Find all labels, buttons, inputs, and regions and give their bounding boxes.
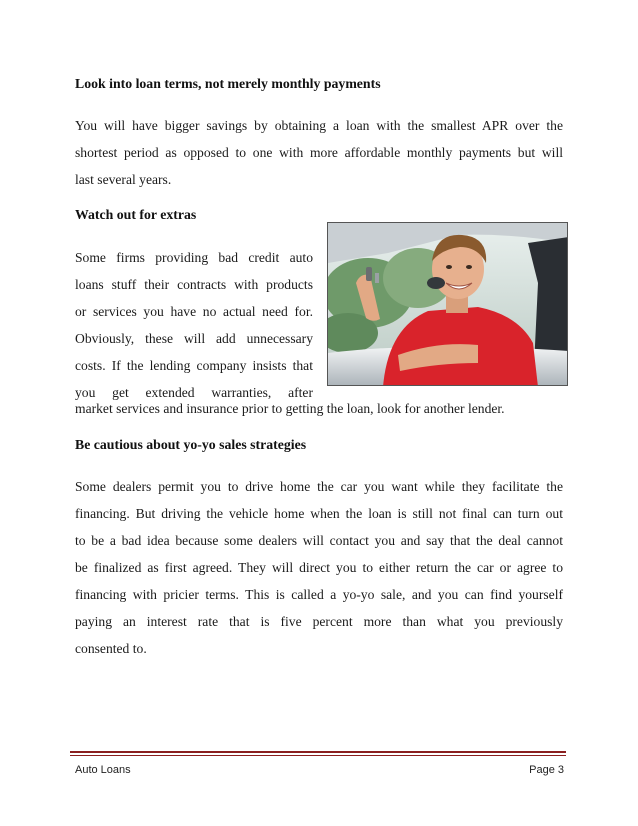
paragraph-line: market services and insurance prior to getting the loan, look for another lender. — [75, 401, 505, 416]
paragraph-line: shortest period as opposed to one with more affordable monthly payments but will — [75, 145, 563, 160]
paragraph-line: loans stuff their contracts with products — [75, 277, 313, 292]
paragraph-yo-yo-sales — [75, 473, 563, 662]
footer-rule-thick — [70, 751, 566, 753]
section-heading-loan-terms: Look into loan terms, not merely monthly payments — [75, 76, 381, 91]
paragraph-line: financing. But driving the vehicle home when the loan is still not final can turn out — [75, 506, 563, 521]
paragraph-line: You will have bigger savings by obtaining a loan with the smallest APR over the — [75, 118, 563, 133]
photo-illustration — [328, 223, 568, 386]
paragraph-line: last several years. — [75, 172, 172, 187]
footer-rule-thin — [70, 755, 566, 756]
paragraph-line: Some firms providing bad credit auto — [75, 250, 313, 265]
paragraph-line: financing with pricier terms. This is called a yo-yo sale, and you can find yourself — [75, 587, 563, 602]
footer-document-title: Auto Loans — [75, 764, 131, 776]
paragraph-extras-continued — [75, 395, 563, 422]
paragraph-line: to be a bad idea because some dealers will contact you and say that the deal cannot — [75, 533, 563, 548]
paragraph-line: Some dealers permit you to drive home the car you want while they facilitate the — [75, 479, 563, 494]
footer-page-number: Page 3 — [529, 764, 564, 776]
paragraph-line: paying an interest rate that is five percent more than what you previously — [75, 614, 563, 629]
paragraph-line: costs. If the lending company insists that — [75, 358, 313, 373]
paragraph-line: or services you have no actual need for. — [75, 304, 313, 319]
paragraph-line: be finalized as first agreed. They will direct you to either return the car or agree to — [75, 560, 563, 575]
paragraph-loan-terms — [75, 112, 563, 193]
paragraph-line: you get extended warranties, after — [75, 385, 313, 400]
section-heading-yo-yo-sales: Be cautious about yo-yo sales strategies — [75, 437, 307, 452]
paragraph-line: Obviously, these will add unnecessary — [75, 331, 313, 346]
man-with-car-keys-photo — [327, 222, 568, 386]
paragraph-extras — [75, 244, 313, 406]
paragraph-line: consented to. — [75, 641, 147, 656]
section-heading-extras: Watch out for extras — [75, 207, 197, 222]
